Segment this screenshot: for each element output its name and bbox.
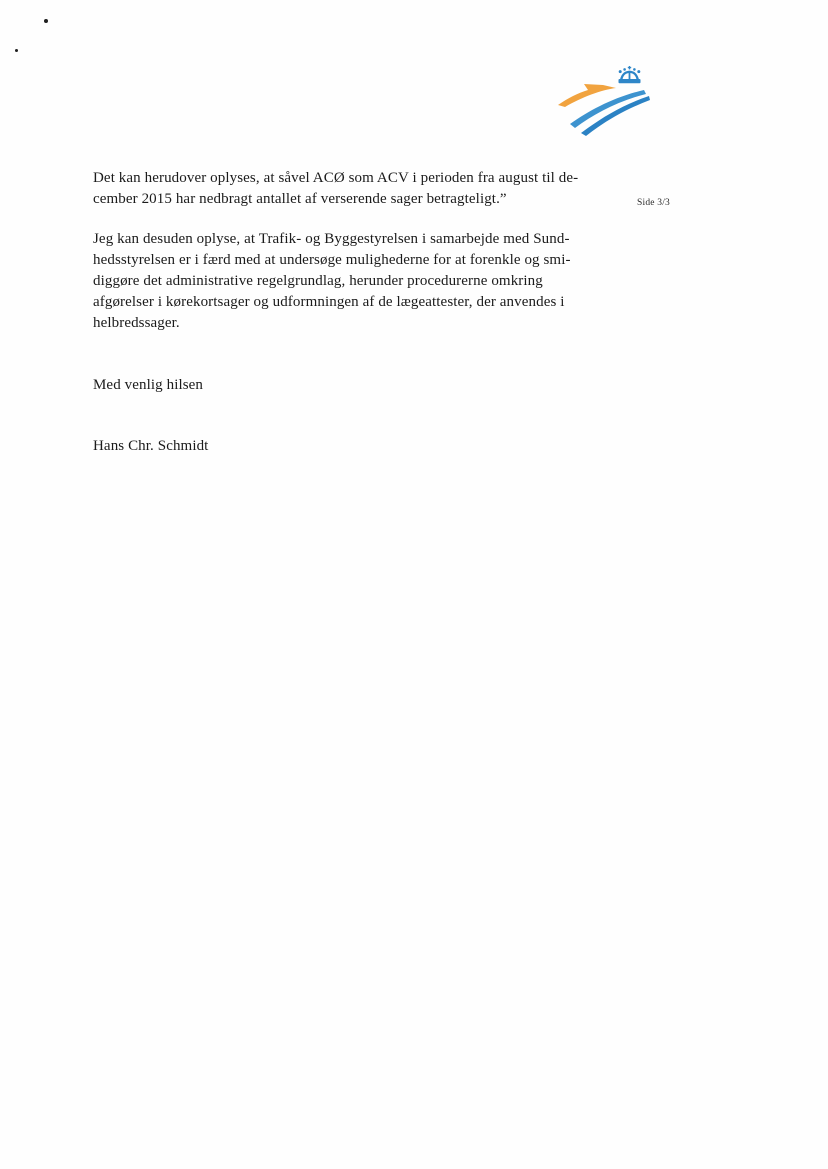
paragraph-line: Jeg kan desuden oplyse, at Trafik- og Byggestyrelsen i samarbejde med Sund- — [93, 231, 570, 247]
paragraph-line: cember 2015 har nedbragt antallet af verserende sager betragteligt.” — [93, 191, 507, 207]
paragraph-quote-continuation — [93, 168, 578, 210]
crown-icon — [619, 66, 641, 83]
paragraph-body — [93, 229, 571, 334]
paragraph-line: afgørelser i kørekortsager og udformningen af de lægeattester, der anvendes i — [93, 294, 565, 310]
page-number: Side 3/3 — [637, 198, 671, 208]
scan-speck — [15, 49, 18, 52]
paragraph-line: diggøre det administrative regelgrundlag, herunder procedurerne omkring — [93, 273, 543, 289]
paragraph-line: helbredssager. — [93, 315, 180, 331]
paragraph-line: Det kan herudover oplyses, at såvel ACØ som ACV i perioden fra august til de- — [93, 170, 579, 186]
scan-speck — [44, 19, 48, 23]
paragraph-line: hedsstyrelsen er i færd med at undersøge mulighederne for at forenkle og smi- — [93, 252, 571, 268]
signature-name: Hans Chr. Schmidt — [93, 438, 209, 454]
ministry-logo — [558, 64, 650, 136]
closing-salutation: Med venlig hilsen — [93, 377, 204, 393]
